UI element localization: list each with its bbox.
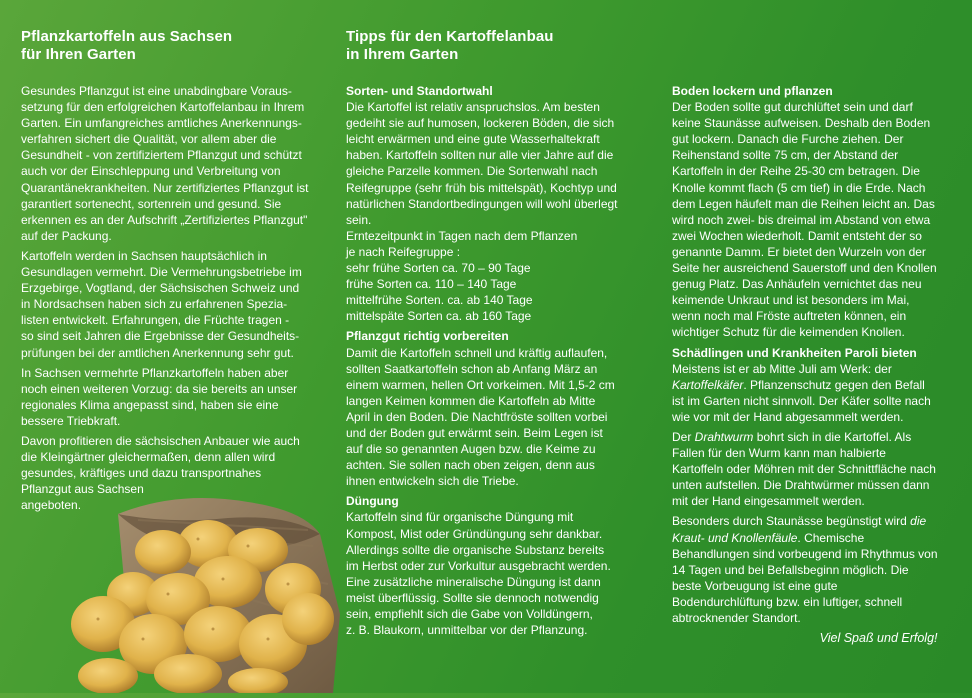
text-line: Erntezeitpunkt in Tagen nach dem Pflanzen [346,228,578,243]
section-heading-schaedlinge: Schädlingen und Krankheiten Paroli bieten [672,345,917,360]
intro-paragraph-4 [21,433,308,513]
text-line: prüfungen bei der amtlichen Anerkennung sehr gut. [21,345,294,360]
text-line: 14 Tagen und bei Befallsbeginn möglich. Die [672,562,909,577]
intro-paragraph-2 [21,248,308,361]
section-boden [672,99,938,340]
text-line: frühe Sorten ca. 110 – 140 Tage [346,277,517,292]
text-line: sein, empfiehlt sich die Gabe von Volldüngern, [346,607,593,621]
intro-title [21,28,232,64]
text-line: Meistens ist er ab Mitte Juli am Werk: der [672,361,892,376]
text-line: April in den Boden. Die Nachtfröste sollten vorbei [346,409,608,424]
text-line: z. B. Blaukorn, unmittelbar vor der Pflanzung. [346,623,588,638]
text-line: Der Boden sollte gut durchlüftet sein und darf [672,100,913,115]
text-line: dem Legen häufelt man die Reihen leicht an. Das [672,196,935,211]
text-line: In Sachsen vermehrte Pflanzkartoffeln haben aber [21,365,289,380]
pest-name: Kartoffelkäfer [672,377,744,392]
section-drahtwurm [672,429,938,509]
text-line: Eine zusätzliche mineralische Düngung ist dann [346,574,601,589]
tips-text [346,83,618,642]
text-line: unten aufstellen. Die Drahtwürmer müssen dann [672,478,930,493]
text-line: beste Vorbeugung ist eine gute [672,578,838,593]
text-line [672,513,938,529]
text-fragment: . Pflanzenschutz gegen den Befall [743,377,925,392]
text-line: Bodendurchlüftung bzw. ein luftiger, schnell [672,594,903,609]
text-fragment: Besonders durch Staunässe begünstigt wird [672,514,911,529]
intro-paragraph-1 [21,83,308,244]
text-line: mit der Hand eingesammelt werden. [672,494,865,509]
disease-name: die [910,514,927,529]
text-line: Kartoffeln sind für organische Düngung mit [346,510,574,525]
text-line: wie vor mit der Hand abgesammelt werden. [672,409,904,424]
text-line: gesundes, kräftiges und dazu transportnahes [21,466,262,481]
text-line: je nach Reifegruppe : [346,244,461,259]
potato-sack-icon [58,494,340,693]
text-line: listen entwickelt. Erfahrungen, die Früchte tragen - [21,313,290,328]
text-line: angeboten. [21,498,82,513]
intro-paragraph-3 [21,365,308,429]
text-line: gut lockern. Danach die Furche ziehen. Der [672,132,904,147]
intro-text [21,83,308,517]
text-line: sehr frühe Sorten ca. 70 – 90 Tage [346,261,531,276]
text-line: sein. [346,212,372,227]
text-line: keimende Unkraut und ist besonders im Mai, [672,293,910,308]
text-line: Seite her ausreichend Sauerstoff und den Knollen [672,261,937,276]
text-line: genannte Damm. Er bietet den Wurzeln von der [672,244,926,259]
text-line: Erzgebirge, Vogtland, der Sächsischen Schweiz und [21,281,300,296]
text-line: in Nordsachsen haben sich zu erfahrenen Spezia- [21,297,288,312]
text-line: Garten. Ein umfangreiches amtliches Anerkennungs- [21,116,302,131]
text-line: auf der Packung. [21,228,112,243]
text-line: sollten Saatkartoffeln schon ab Anfang März an [346,361,598,376]
disease-name: Kraut- und Knollenfäule [672,530,798,545]
text-line: Gesundlagen vermehrt. Die Vermehrungsbetriebe im [21,265,302,280]
text-line: achten. Sie sollen nach oben zeigen, denn aus [346,458,595,473]
section-kartoffelkaefer [672,361,938,425]
section-duengung [346,509,618,638]
text-line: abtrocknender Standort. [672,611,801,625]
text-line: Allerdings sollte die organische Substanz bereits [346,542,605,557]
tips-title-line2: in Ihrem Garten [346,46,459,63]
text-fragment: Der [672,429,695,444]
closing-greeting: Viel Spaß und Erfolg! [819,631,938,646]
text-fragment: . Chemische [797,530,865,545]
tips-title [346,28,554,64]
text-line: ihnen entwickeln sich die Triebe. [346,474,519,489]
text-line: setzung für den erfolgreichen Kartoffelanbau in Ihrem [21,100,305,115]
text-line: meist überflüssig. Sollte sie dennoch notwendig [346,590,599,605]
section-heading-sorten: Sorten- und Standortwahl [346,84,493,98]
text-line: und der Boden gut erwärmt sein. Beim Legen ist [346,425,603,440]
text-line: im Herbst oder zur Vorkultur ausgebracht werden. [346,558,611,573]
text-line: haben. Kartoffeln sollten nur alle vier Jahre auf die [346,148,614,163]
text-line: Knolle kommt flach (5 cm tief) in die Erde. Nach [672,180,926,195]
text-line: wichtiger Schutz für die keimenden Knollen. [672,325,905,340]
text-line [672,429,938,445]
text-line: Kartoffeln in der Reihe 25-30 cm betragen. Die [672,164,920,179]
potato-sack-illustration [58,494,340,693]
text-line: garantiert sortenecht, sortenrein und gesund. Sie [21,196,282,211]
section-heading-boden: Boden lockern und pflanzen [672,84,833,98]
pest-name: Drahtwurm [694,429,754,444]
text-line: genug Platz. Das Anhäufeln vernichtet das neu [672,277,922,292]
section-heading-pflanzgut: Pflanzgut richtig vorbereiten [346,329,509,344]
text-line: mittelspäte Sorten ca. ab 160 Tage [346,309,532,324]
text-line: Kompost, Mist oder Gründüngung sehr dankbar. [346,526,603,541]
text-line: erkennen es an der Aufschrift „Zertifiziertes Pflanzgut" [21,212,308,227]
text-line: regionales Klima angepasst sind, haben sie eine [21,397,279,412]
text-line: noch einen weiteren Vorzug: da sie bereits an unser [21,381,298,396]
text-line: Quarantänekrankheiten. Nur zertifiziertes Pflanzgut ist [21,180,309,195]
section-pflanzgut [346,345,618,490]
text-line: einem warmen, hellen Ort vorkeimen. Mit 1,5-2 cm [346,377,615,392]
text-line: Fallen für den Wurm kann man halbierte [672,446,886,461]
text-line [672,530,938,546]
text-line: langen Keimen kommen die Kartoffeln ab Mitte [346,393,596,408]
tips-title-line1: Tipps für den Kartoffelanbau [346,28,554,45]
text-line: Die Kartoffel ist relativ anspruchslos. Am besten [346,100,600,115]
care-text [672,83,938,646]
text-line: wenn noch mal Fröste auftreten können, ein [672,309,907,324]
text-line: auf die so genannten Augen bzw. die Keime zu [346,442,596,457]
text-line: Behandlungen sind vorbeugend im Rhythmus von [672,546,938,561]
section-sorten [346,99,618,324]
text-line: Gesundheit - von zertifiziertem Pflanzgut und schützt [21,148,302,163]
text-line: mittelfrühe Sorten. ca. ab 140 Tage [346,293,533,308]
intro-title-line2: für Ihren Garten [21,46,136,63]
text-line: Gesundes Pflanzgut ist eine unabdingbare Voraus- [21,84,292,98]
text-line: Kartoffeln oder Möhren mit der Schnittfläche nach [672,462,936,477]
text-line: wird noch zwei- bis dreimal im Abstand von etwa [672,212,931,227]
section-heading-duengung: Düngung [346,494,399,509]
text-line: so sind seit Jahren die Ergebnisse der Gesundheits- [21,329,300,344]
text-fragment: bohrt sich in die Kartoffel. Als [753,429,912,444]
text-line: gedeiht sie auf humosen, lockeren Böden, die sich [346,116,615,131]
text-line: bessere Triebkraft. [21,413,121,428]
text-line: Reifegruppe (sehr früh bis mittelspät), Kochtyp und [346,180,617,195]
text-line: keine Staunässe aufweisen. Deshalb den Boden [672,116,931,131]
text-line: Reihenstand sollte 75 cm, der Abstand der [672,148,899,163]
text-line: verfahren sichert die Qualität, vor allem aber die [21,132,277,147]
text-line: Davon profitieren die sächsischen Anbauer wie auch [21,433,300,448]
text-line: leicht erwärmen und eine gute Wasserhaltekraft [346,132,600,147]
text-line: die Kleingärtner gleichermaßen, denn allen wird [21,450,276,465]
text-line: Damit die Kartoffeln schnell und kräftig auflaufen, [346,345,608,360]
text-line: zwei Wochen wiederholt. Damit entsteht der so [672,228,922,243]
text-line: ist im Garten nicht sinnvoll. Der Käfer sollte nach [672,393,931,408]
text-line [672,377,938,393]
text-line: gleiche Parzelle kommen. Die Sortenwahl nach [346,164,598,179]
section-krautfaeule [672,513,938,626]
text-line: Kartoffeln werden in Sachsen hauptsächlich in [21,248,267,263]
text-line: auch vor der Einschleppung und Verbreitung von [21,164,281,179]
text-line: natürlichen Standortbedingungen will wohl überlegt [346,196,618,211]
intro-title-line1: Pflanzkartoffeln aus Sachsen [21,28,233,45]
text-line: Pflanzgut aus Sachsen [21,482,144,497]
